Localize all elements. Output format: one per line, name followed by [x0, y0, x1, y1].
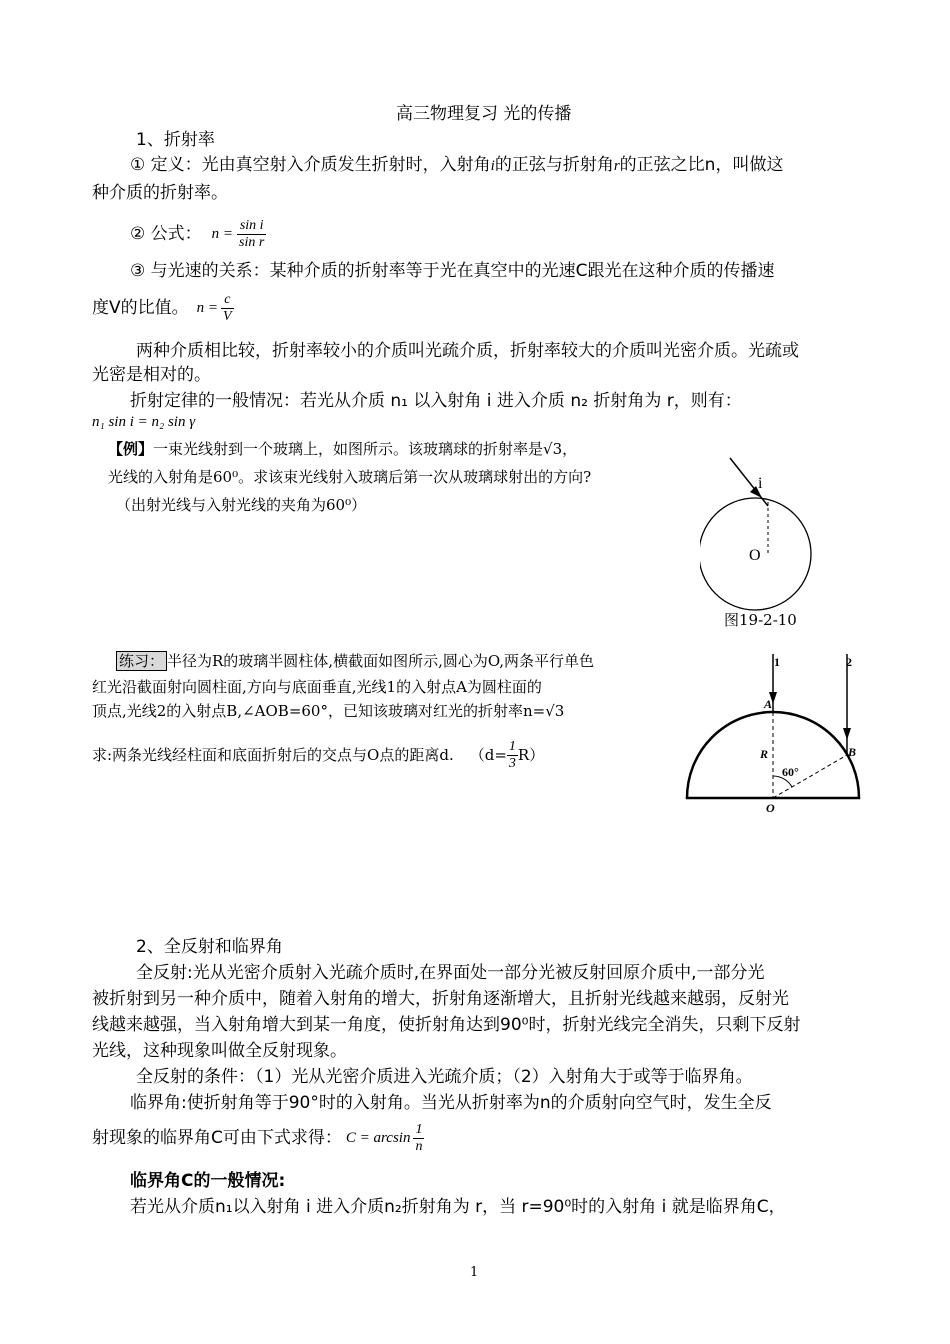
page-title: 高三物理复习 光的传播 [396, 104, 572, 124]
practice-tag: 练习： [116, 651, 167, 671]
critical-formula-denominator: n [415, 1138, 423, 1154]
point-b-label: B [848, 745, 857, 759]
refraction-law-line: 折射定律的一般情况：若光从介质 n₁ 以入射角 i 进入介质 n₂ 折射角为 r，则有： [130, 391, 742, 411]
def-symbol-i: i [490, 158, 495, 174]
center-o-label: O [749, 547, 761, 564]
definition-line-2: 种介质的折射率。 [92, 183, 228, 203]
example-text-1: 一束光线射到一个玻璃上，如图所示。该玻璃球的折射率是√3， [153, 440, 578, 458]
definition-line-1 [130, 152, 783, 179]
radius-r-label: R [760, 747, 769, 761]
practice-line-1 [116, 650, 594, 672]
example-answer: （出射光线与入射光线的夹角为60⁰） [116, 496, 367, 514]
formula-lhs: n = [211, 226, 234, 242]
total-reflection-condition: 全反射的条件：（1）光从光密介质进入光疏介质；（2）入射角大于或等于临界角。 [136, 1067, 753, 1087]
total-reflection-line-1: 全反射:光从光密介质射入光疏介质时,在界面处一部分光被反射回原介质中,一部分光 [136, 963, 765, 983]
critical-angle-text: 射现象的临界角C可由下式求得： [92, 1128, 342, 1148]
speed-formula-numerator: c [221, 292, 234, 309]
def-text-1: ① 定义：光由真空射入介质发生折射时，入射角 [130, 155, 491, 175]
speed-formula-lhs: n = [196, 300, 219, 316]
critical-angle-line-2 [92, 1116, 424, 1160]
def-symbol-r: r [613, 158, 620, 174]
formula-fraction [237, 218, 266, 251]
section-1-heading: 1、折射率 [136, 130, 215, 150]
example-tag: 【例】 [108, 440, 154, 458]
ray-2-label: 2 [846, 655, 852, 669]
example-line-1 [108, 438, 577, 460]
speed-relation-text: 度V的比值。 [92, 298, 189, 318]
speed-formula-denominator: V [223, 308, 232, 324]
practice-answer-close: R） [517, 746, 545, 764]
ray-2-arrowhead [843, 728, 851, 740]
center-o-label: O [766, 801, 775, 815]
formula-label: ② 公式： [130, 224, 202, 244]
critical-general-line: 若光从介质n₁以入射角 i 进入介质n₂折射角为 r，当 r=90⁰时的入射角 i 就是临界角C， [130, 1197, 786, 1217]
angle-60-label: 60° [782, 765, 799, 779]
figure-caption: 图19-2-10 [724, 611, 797, 629]
practice-answer-denominator: 3 [508, 755, 516, 771]
section-2-heading: 2、全反射和临界角 [136, 937, 283, 957]
practice-text-1: 半径为R的玻璃半圆柱体,横截面如图所示,圆心为O,两条平行单色 [167, 652, 595, 670]
critical-angle-line-1: 临界角:使折射角等于90°时的入射角。当光从折射率为n的介质射向空气时，发生全反 [130, 1093, 772, 1113]
formula-line [130, 214, 266, 254]
practice-answer-numerator: 1 [508, 738, 516, 754]
point-a-label: A [764, 697, 773, 711]
page-number: 1 [470, 1265, 479, 1280]
example-line-2: 光线的入射角是60⁰。求该束光线射入玻璃后第一次从玻璃球射出的方向? [108, 468, 592, 486]
comparison-line-1: 两种介质相比较，折射率较小的介质叫光疏介质，折射率较大的介质叫光密介质。光疏或 [136, 341, 799, 361]
refraction-law-formula: n₁ sin i = n₂ sin γ [92, 414, 196, 430]
critical-formula-fraction [413, 1122, 424, 1155]
critical-formula-numerator: 1 [415, 1121, 423, 1137]
comparison-line-2: 光密是相对的。 [92, 365, 211, 385]
speed-relation-line-2 [92, 288, 234, 328]
speed-formula-fraction [221, 292, 234, 325]
practice-answer-fraction [507, 739, 518, 772]
angle-i-label: i [758, 475, 763, 492]
total-reflection-line-4: 光线，这种现象叫做全反射现象。 [92, 1041, 347, 1061]
practice-line-4 [92, 732, 544, 778]
def-text-2: 的正弦与折射角 [494, 155, 614, 175]
formula-numerator: sin i [237, 218, 266, 235]
practice-line-2: 红光沿截面射向圆柱面,方向与底面垂直,光线1的入射点A为圆柱面的 [92, 678, 542, 696]
def-text-3: 的正弦之比n，叫做这 [619, 155, 784, 175]
formula-denominator: sin r [239, 234, 265, 250]
practice-text-4: 求:两条光线经柱面和底面折射后的交点与O点的距离d. [92, 746, 454, 764]
critical-formula-lhs: C = arcsin [345, 1130, 411, 1146]
total-reflection-line-2: 被折射到另一种介质中，随着入射角的增大，折射角逐渐增大，且折射光线越来越弱，反射光 [92, 989, 789, 1009]
semicylinder-figure [682, 648, 864, 820]
practice-answer-open: （d= [469, 746, 507, 764]
critical-general-heading: 临界角C的一般情况: [130, 1171, 286, 1191]
speed-relation-line-1: ③ 与光速的关系：某种介质的折射率等于光在真空中的光速C跟光在这种介质的传播速 [130, 261, 775, 281]
total-reflection-line-3: 线越来越强，当入射角增大到某一角度，使折射角达到90⁰时，折射光线完全消失，只剩下反射 [92, 1015, 801, 1035]
practice-line-3: 顶点,光线2的入射点B,∠AOB=60°，已知该玻璃对红光的折射率n=√3 [92, 702, 565, 720]
ray-1-label: 1 [774, 655, 780, 669]
